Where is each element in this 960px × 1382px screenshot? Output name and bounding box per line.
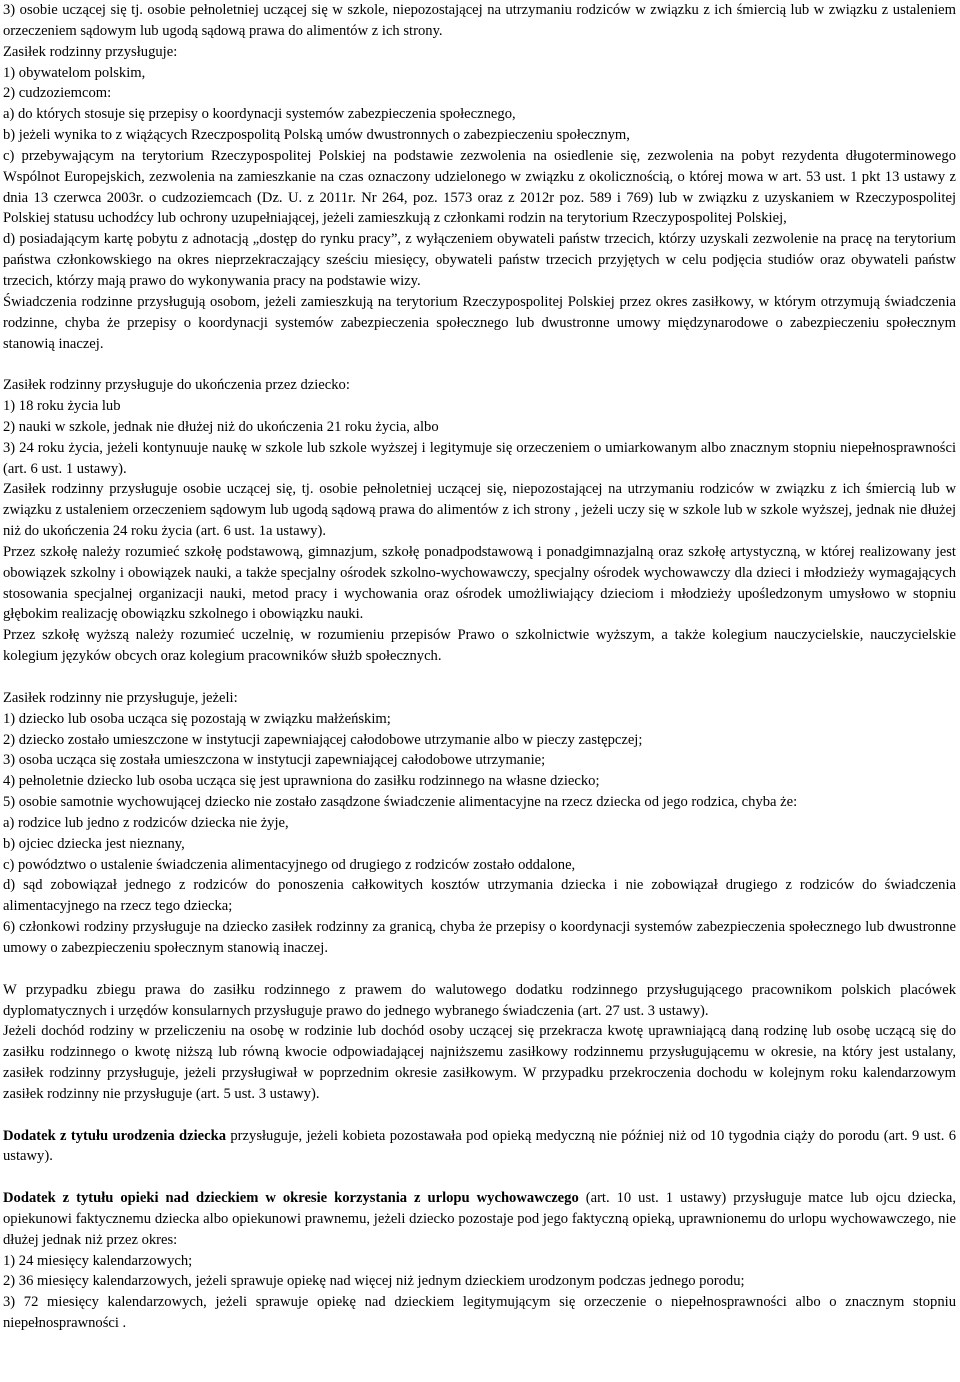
list-item: c) przebywającym na terytorium Rzeczypospolitej Polskiej na podstawie zezwolenia na osiedlenie się, zezwolenia na pobyt rezydenta długoterminowego Wspólnot Europejskich, zezwolenia na zamieszkanie na czas oznaczony udzielonego w związku z okolicznością, o której mowa w art. 53 ust. 1 pkt 13 ustawy z dnia 13 czerwca 2003r. o cudzoziemcach (Dz. U. z 2011r. Nr 264, poz. 1573 oraz z 2012r poz. 589 i 769) lub w związku z uzyskaniem w Rzeczypospolitej Polskiej statusu uchodźcy lub ochrony uzupełniającej, jeżeli zamieszkują z członkami rodzin na terytorium Rzeczypospolitej Polskiej, xyxy=(3,147,956,227)
list-item: 3) osoba ucząca się została umieszczona w instytucji zapewniającej całodobowe utrzymanie; xyxy=(3,752,546,769)
list-item: d) posiadającym kartę pobytu z adnotacją „dostęp do rynku pracy”, z wyłączeniem obywateli państw trzecich, którzy uzyskali zezwolenie na pracę na terytorium państwa członkowskiego na okres nieprzekraczający sześciu miesięcy, obywateli państw trzecich przyjętych w celu podjęcia studiów oraz obywateli państw trzecich, którzy mają prawo do wykonywania pracy na podstawie wizy. xyxy=(3,231,956,289)
list-item: 2) cudzoziemcom: xyxy=(3,85,112,102)
paragraph: 3) osobie uczącej się tj. osobie pełnoletniej uczącej się w szkole, niepozostającej na utrzymaniu rodziców w związku z ich śmiercią lub w związku z ustaleniem orzeczeniem sądowym lub ugodą sądową prawa do alimentów z ich strony. xyxy=(3,2,956,39)
paragraph: Przez szkołę należy rozumieć szkołę podstawową, gimnazjum, szkołę ponadpodstawową i ponadgimnazjalną oraz szkołę artystyczną, w której realizowany jest obowiązek szkolny i obowiązek nauki, a także specjalny ośrodek szkolno-wychowawczy, specjalny ośrodek wychowawczy dla dzieci i młodzieży wymagających stosowania specjalnej organizacji nauki, metod pracy i wychowania oraz ośrodek umożliwiający dzieciom i młodzieży upośledzonym umysłowo w stopniu głębokim realizację obowiązku szkolnego i obowiązku nauki. xyxy=(3,543,956,623)
blank-line xyxy=(3,354,956,375)
paragraph: Zasiłek rodzinny nie przysługuje, jeżeli: xyxy=(3,689,238,706)
list-item: 2) 36 miesięcy kalendarzowych, jeżeli sprawuje opiekę nad więcej niż jednym dzieckiem urodzonym podczas jednego porodu; xyxy=(3,1273,745,1290)
paragraph-text: (art. 10 ust. 1 ustawy) przysługuje matce lub ojcu dziecka, opiekunowi faktycznemu dziecka albo opiekunowi prawnemu, jeżeli dziecko pozostaje pod jego faktyczną opieką, uprawnionemu do urlopu wychowawczego, nie dłużej jednak niż przez okres: xyxy=(3,1190,956,1248)
paragraph: Świadczenia rodzinne przysługują osobom, jeżeli zamieszkują na terytorium Rzeczypospolitej Polskiej przez okres zasiłkowy, w którym otrzymują świadczenia rodzinne, chyba że przepisy o koordynacji systemów zabezpieczenia społecznego lub dwustronne umowy międzynarodowe o zabezpieczeniu społecznym stanowią inaczej. xyxy=(3,293,956,352)
list-item: 6) członkowi rodziny przysługuje na dziecko zasiłek rodzinny za granicą, chyba że przepisy o koordynacji systemów zabezpieczenia społecznego lub dwustronne umowy o zabezpieczeniu społecznym stanowią inaczej. xyxy=(3,919,956,956)
list-item: 1) dziecko lub osoba ucząca się pozostają w związku małżeńskim; xyxy=(3,710,391,727)
paragraph xyxy=(3,1188,956,1251)
blank-line xyxy=(3,959,956,980)
paragraph: W przypadku zbiegu prawa do zasiłku rodzinnego z prawem do walutowego dodatku rodzinnego przysługującego pracownikom polskich placówek dyplomatycznych i urzędów konsularnych przysługuje prawo do jednego wybranego świadczenia (art. 27 ust. 3 ustawy). xyxy=(3,981,956,1019)
list-item: 1) 24 miesięcy kalendarzowych; xyxy=(3,1252,193,1269)
list-item: 1) obywatelom polskim, xyxy=(3,64,146,81)
list-item: c) powództwo o ustalenie świadczenia alimentacyjnego od drugiego z rodziców zostało oddalone, xyxy=(3,856,576,873)
blank-line xyxy=(3,667,956,688)
paragraph-text: przysługuje, jeżeli kobieta pozostawała pod opieką medyczną nie później niż od 10 tygodnia ciąży do porodu (art. 9 ust. 6 ustawy). xyxy=(3,1127,957,1165)
paragraph xyxy=(3,1126,956,1168)
section-heading: Dodatek z tytułu opieki nad dzieckiem w okresie korzystania z urlopu wychowawczego xyxy=(3,1190,579,1207)
list-item: 3) 72 miesięcy kalendarzowych, jeżeli sprawuje opiekę nad dzieckiem legitymującym się orzeczenie o niepełnosprawności albo o znacznym stopniu niepełnosprawności . xyxy=(3,1294,956,1332)
list-item: a) rodzice lub jedno z rodziców dziecka nie żyje, xyxy=(3,814,289,831)
list-item: 5) osobie samotnie wychowującej dziecko nie zostało zasądzone świadczenie alimentacyjne na rzecz dziecka od jego rodzica, chyba że: xyxy=(3,794,798,811)
paragraph: Przez szkołę wyższą należy rozumieć uczelnię, w rozumieniu przepisów Prawo o szkolnictwie wyższym, a także kolegium nauczycielskie, nauczycielskie kolegium języków obcych oraz kolegium pracowników służb społecznych. xyxy=(3,627,956,665)
list-item: 2) dziecko zostało umieszczone w instytucji zapewniającej całodobowe utrzymanie albo w pieczy zastępczej; xyxy=(3,731,643,748)
list-item: b) ojciec dziecka jest nieznany, xyxy=(3,835,185,852)
list-item: b) jeżeli wynika to z wiążących Rzeczpospolitą Polską umów dwustronnych o zabezpieczeniu społecznym, xyxy=(3,127,630,144)
blank-line xyxy=(3,1167,956,1188)
paragraph: Zasiłek rodzinny przysługuje: xyxy=(3,43,178,60)
list-item: 4) pełnoletnie dziecko lub osoba ucząca się jest uprawniona do zasiłku rodzinnego na własne dziecko; xyxy=(3,773,600,790)
blank-line xyxy=(3,1105,956,1126)
section-heading: Dodatek z tytułu urodzenia dziecka xyxy=(3,1127,227,1144)
paragraph: Zasiłek rodzinny przysługuje do ukończenia przez dziecko: xyxy=(3,377,350,394)
list-item: 1) 18 roku życia lub xyxy=(3,398,121,415)
list-item: 2) nauki w szkole, jednak nie dłużej niż do ukończenia 21 roku życia, albo xyxy=(3,418,439,435)
paragraph: Zasiłek rodzinny przysługuje osobie uczącej się, tj. osobie pełnoletniej uczącej się, niepozostającej na utrzymaniu rodziców w związku z ich śmiercią lub w związku z ustaleniem orzeczeniem sądowym lub ugodą sądową prawa do alimentów z ich strony , jeżeli uczy się w szkole lub w szkole wyższej, jednak nie dłużej niż do ukończenia 24 roku życia (art. 6 ust. 1a ustawy). xyxy=(3,481,956,540)
paragraph: Jeżeli dochód rodziny w przeliczeniu na osobę w rodzinie lub dochód osoby uczącej się przekracza kwotę uprawniającą daną rodzinę lub osobę uczącą się do zasiłku rodzinnego o kwotę niższą lub równą kwocie odpowiadającej najniższemu zasiłkowy rodzinnemu przysługującemu w okresie, na który jest ustalany, zasiłek rodzinny przysługuje, jeżeli przysługiwał w poprzednim okresie zasiłkowym. W przypadku przekroczenia dochodu w kolejnym roku kalendarzowym zasiłek rodzinny nie przysługuje (art. 5 ust. 3 ustawy). xyxy=(3,1023,956,1102)
list-item: a) do których stosuje się przepisy o koordynacji systemów zabezpieczenia społecznego, xyxy=(3,106,516,123)
list-item: d) sąd zobowiązał jednego z rodziców do ponoszenia całkowitych kosztów utrzymania dziecka i nie zobowiązał drugiego z rodziców do świadczenia alimentacyjnego na rzecz tego dziecka; xyxy=(3,877,956,915)
list-item: 3) 24 roku życia, jeżeli kontynuuje naukę w szkole lub szkole wyższej i legitymuje się orzeczeniem o umiarkowanym albo znacznym stopniu niepełnosprawności (art. 6 ust. 1 ustawy). xyxy=(3,439,956,477)
